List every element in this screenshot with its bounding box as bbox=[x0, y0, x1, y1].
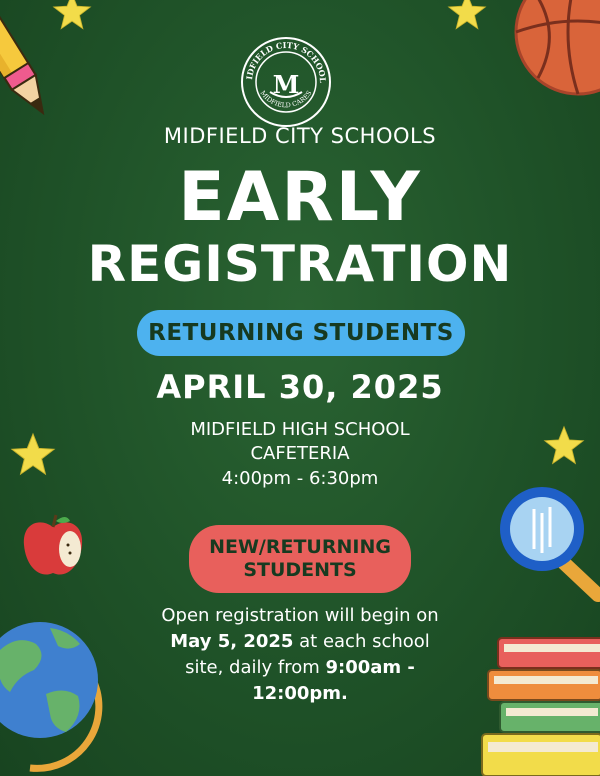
open-reg-line-1: Open registration will begin on bbox=[161, 605, 439, 626]
title-line-2: REGISTRATION bbox=[87, 235, 513, 293]
apple-icon bbox=[20, 513, 86, 581]
open-reg-end-time: 12:00pm. bbox=[252, 683, 348, 704]
title-line-1: EARLY bbox=[178, 158, 422, 237]
event-location-line-1: MIDFIELD HIGH SCHOOL bbox=[190, 419, 410, 440]
logo-monogram: M bbox=[272, 70, 300, 99]
logo-ring-top: MIDFIELD CITY SCHOOLS bbox=[235, 28, 329, 84]
district-name: MIDFIELD CITY SCHOOLS bbox=[163, 124, 437, 148]
open-reg-start-time: 9:00am - bbox=[325, 657, 415, 678]
event-date: APRIL 30, 2025 bbox=[156, 368, 444, 406]
new-badge-line-2: STUDENTS bbox=[243, 559, 357, 581]
logo-ring-bottom: MIDFIELD CARES bbox=[258, 89, 314, 110]
basketball-icon bbox=[508, 0, 600, 110]
globe-icon bbox=[0, 600, 112, 776]
open-reg-line-3-start: site, daily from bbox=[185, 657, 326, 678]
star-icon bbox=[48, 0, 96, 32]
returning-students-badge: RETURNING STUDENTS bbox=[137, 310, 465, 356]
star-icon bbox=[10, 432, 56, 478]
event-location-line-2: CAFETERIA bbox=[250, 443, 350, 464]
magnifier-icon bbox=[494, 487, 600, 607]
open-reg-line-2-rest: at each school bbox=[293, 631, 430, 652]
open-reg-date: May 5, 2025 bbox=[170, 631, 294, 652]
new-badge-line-1: NEW/RETURNING bbox=[209, 536, 391, 558]
district-logo bbox=[235, 28, 332, 128]
star-icon bbox=[443, 0, 491, 32]
new-returning-badge bbox=[189, 525, 411, 593]
event-time: 4:00pm - 6:30pm bbox=[221, 468, 379, 489]
books-icon bbox=[482, 630, 600, 776]
star-icon bbox=[543, 425, 585, 467]
